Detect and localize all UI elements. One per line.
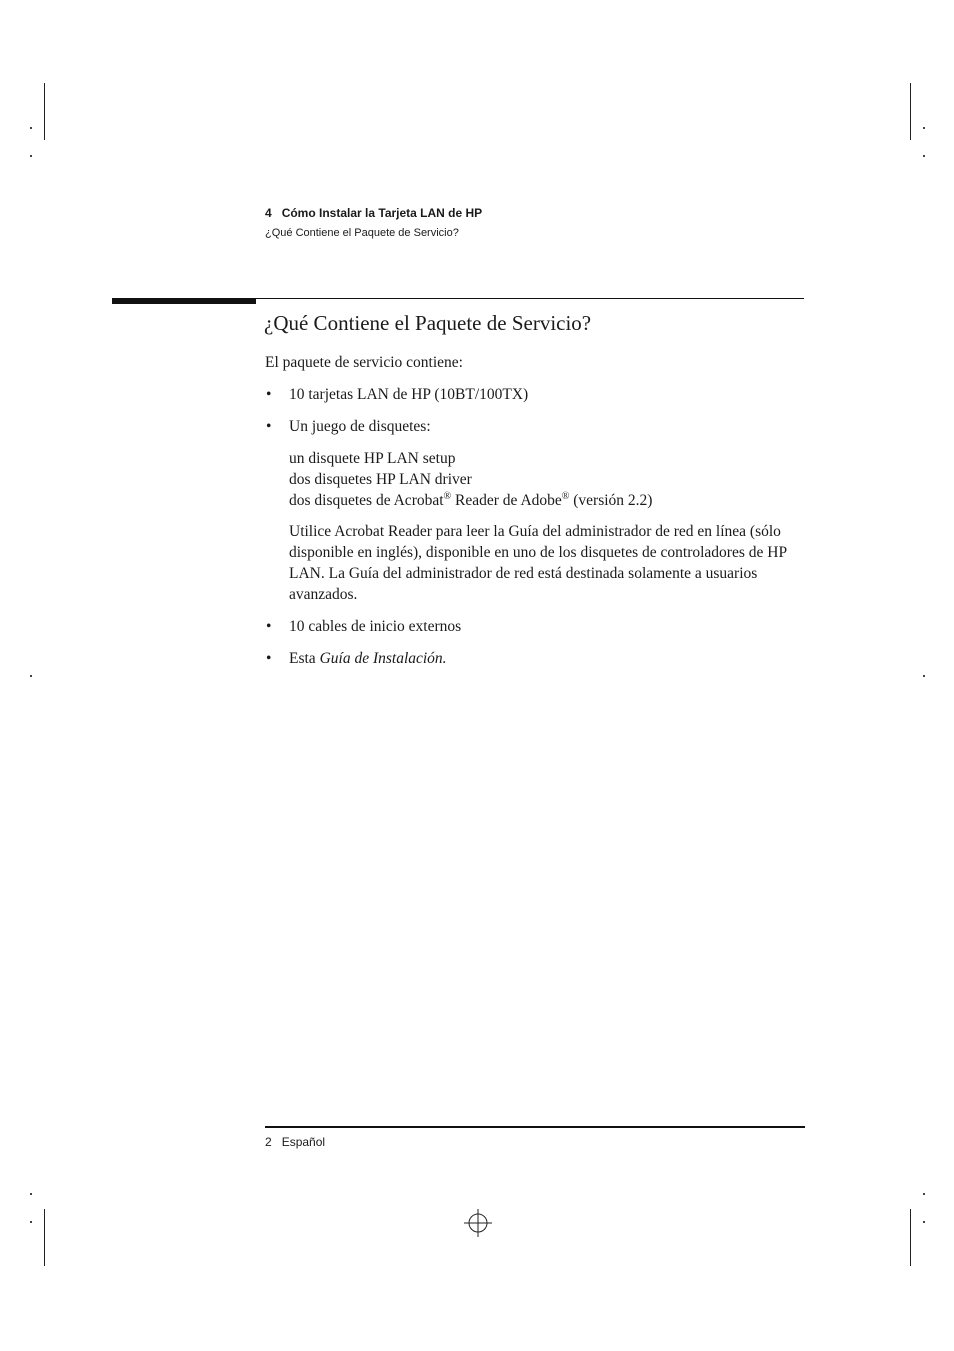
- item-cables: 10 cables de inicio externos: [289, 618, 462, 635]
- section-rule-thick: [112, 298, 256, 304]
- intro-text: El paquete de servicio contiene:: [265, 354, 463, 371]
- crop-dot: [30, 675, 32, 677]
- bullet: •: [266, 650, 272, 667]
- chapter-title: Cómo Instalar la Tarjeta LAN de HP: [281, 206, 483, 220]
- body-content: [265, 352, 805, 680]
- running-head: [265, 206, 482, 239]
- list-item: [265, 648, 805, 669]
- crop-dot: [923, 127, 925, 129]
- disk-acrobat-text: dos disquetes de Acrobat: [289, 492, 444, 509]
- crop-dot: [923, 155, 925, 157]
- disk-sublist: [289, 448, 805, 511]
- page-footer: [265, 1135, 325, 1149]
- footer-rule: [265, 1126, 805, 1128]
- acrobat-note: Utilice Acrobat Reader para leer la Guía del administrador de red en línea (sólo disponible en inglés), disponible en uno de los disquetes de controladores de HP LAN. La Guía del administrador de red está destinada solamente a usuarios avanzados.: [289, 523, 787, 603]
- crop-mark-bottom-right: [910, 1209, 911, 1266]
- crop-dot: [30, 1193, 32, 1195]
- item-guide-prefix: Esta: [289, 650, 320, 667]
- running-section: ¿Qué Contiene el Paquete de Servicio?: [265, 227, 459, 239]
- page-number: 2: [265, 1135, 272, 1149]
- bullet: •: [266, 618, 272, 635]
- bullet: •: [266, 386, 272, 403]
- list-item: [265, 416, 805, 605]
- crop-dot: [30, 1221, 32, 1223]
- section-rule-thin: [256, 298, 804, 299]
- disk-acrobat: [289, 490, 805, 511]
- crop-dot: [30, 155, 32, 157]
- crop-dot: [30, 127, 32, 129]
- disk-driver: dos disquetes HP LAN driver: [289, 471, 472, 488]
- registered-mark: ®: [561, 490, 570, 502]
- item-disks: Un juego de disquetes:: [289, 418, 431, 435]
- item-guide-title: Guía de Instalación.: [319, 650, 447, 667]
- list-item: [265, 616, 805, 637]
- bullet: •: [266, 418, 272, 435]
- disk-acrobat-text: (versión 2.2): [569, 492, 653, 509]
- chapter-number: 4: [265, 206, 272, 220]
- crop-mark-top-left: [44, 83, 45, 140]
- crop-dot: [923, 1193, 925, 1195]
- crop-dot: [923, 675, 925, 677]
- registered-mark: ®: [443, 490, 452, 502]
- list-item: [265, 384, 805, 405]
- registration-mark-icon: [464, 1209, 492, 1237]
- section-title: ¿Qué Contiene el Paquete de Servicio?: [264, 311, 592, 335]
- item-cards: 10 tarjetas LAN de HP (10BT/100TX): [289, 386, 529, 403]
- package-list: [265, 384, 805, 669]
- crop-mark-top-right: [910, 83, 911, 140]
- disk-acrobat-text: Reader de Adobe: [451, 492, 562, 509]
- footer-language: Español: [281, 1135, 326, 1149]
- crop-dot: [923, 1221, 925, 1223]
- disk-setup: un disquete HP LAN setup: [289, 450, 456, 467]
- crop-mark-bottom-left: [44, 1209, 45, 1266]
